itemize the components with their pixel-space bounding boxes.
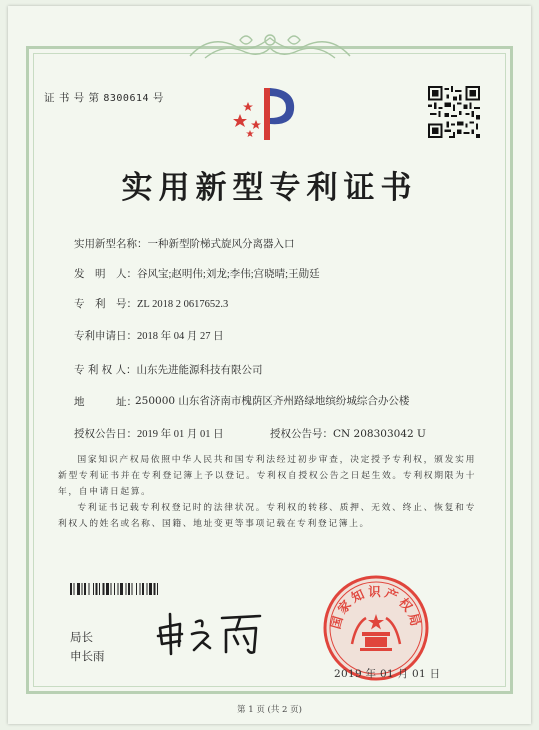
seal-date: 2019 年 01 月 01 日 [334, 668, 441, 680]
patent-number-value: ZL 2018 2 0617652.3 [137, 299, 229, 310]
patentee-value: 山东先进能源科技有限公司 [136, 365, 263, 376]
utility-model-name-row [74, 236, 295, 251]
publication-date-row [74, 426, 224, 441]
certificate-title: 实用新型专利证书 [121, 170, 418, 206]
certificate-paragraph-2: 专利证书记载专利权登记时的法律状况。专利权的转移、质押、无效、终止、恢复和专利权人的姓名或名称、国籍、地址变更等事项记载在专利登记簿上。 [58, 503, 476, 529]
utility-model-name-value: 一种新型阶梯式旋风分离器入口 [147, 239, 295, 250]
barcode-icon [70, 583, 220, 595]
address-value: 250000 山东省济南市槐荫区齐州路绿地缤纷城综合办公楼 [135, 395, 410, 407]
qr-code-icon [428, 86, 480, 138]
certificate-number-label: 证 书 号 第 [44, 92, 100, 104]
director-title [70, 628, 105, 666]
patentee-label: 专 利 权 人： [74, 364, 137, 376]
certificate-number-suffix: 号 [152, 92, 164, 104]
certificate-number [44, 90, 164, 105]
filing-date-value: 2018 年 04 月 27 日 [137, 331, 224, 342]
publication-number-row [270, 426, 426, 441]
patentee-row [74, 362, 263, 377]
page-number: 第 1 页 (共 2 页) [237, 705, 302, 715]
filing-date-label: 专利申请日： [74, 330, 137, 342]
certificate-number-value: 8300614 [103, 93, 150, 104]
director-name: 申长雨 [70, 649, 105, 663]
inventors-value: 谷风宝;赵明伟;刘龙;李伟;宫晓晴;王勋廷 [137, 269, 320, 280]
publication-date-label: 授权公告日： [74, 428, 137, 440]
director-title-line-1: 局长 [70, 630, 93, 644]
handwritten-signature [150, 608, 270, 658]
patent-number-label: 专 利 号： [74, 298, 137, 310]
certificate-paragraph-1: 国家知识产权局依照中华人民共和国专利法经过初步审查，决定授予专利权，颁发实用新型专利证书并在专利登记簿上予以登记。专利权自授权公告之日起生效。专利权期限为十年，自申请日起算。 [58, 455, 476, 497]
border-ornament-icon [180, 28, 360, 64]
address-row [74, 394, 137, 409]
publication-number-value: CN 208303042 U [333, 428, 426, 440]
filing-date-row [74, 328, 224, 343]
inventors-row [74, 266, 320, 281]
publication-number-label: 授权公告号： [270, 428, 333, 440]
address-label: 地 址： [74, 396, 137, 408]
cnipa-logo-icon [226, 80, 306, 146]
publication-date-value: 2019 年 01 月 01 日 [137, 429, 224, 440]
inventors-label: 发 明 人： [74, 268, 137, 280]
utility-model-name-label: 实用新型名称： [74, 238, 148, 250]
seal-text: 国家知识产权局 [327, 584, 425, 631]
patent-number-row [74, 296, 228, 311]
